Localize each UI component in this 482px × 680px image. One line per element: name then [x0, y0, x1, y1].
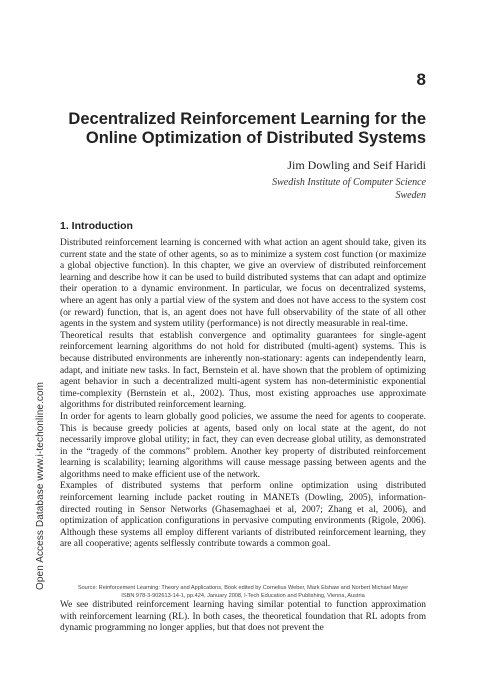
footnote-line-1: Source: Reinforcement Learning: Theory and Applications, Book edited by Cornelius Weber, Mark Elshaw and Norbert Michael Mayer: [77, 585, 409, 591]
sidebar-watermark: Open Access Database www.i-techonline.com: [35, 381, 46, 590]
body-text-region: [60, 238, 426, 583]
body-text: [60, 238, 426, 551]
paragraph-3: In order for agents to learn globally good policies, we assume the need for agents to cooperate. This is because greedy policies at agents, based only on local state at the agent, do not necessarily improve global utility; in fact, they can even decrease global utility, as demonstrated in the “tragedy of the commons” problem. Another key property of distributed reinforcement learning is scalability; learning algorithms will cause message passing between agents and the algorithms need to make efficient use of the network.: [60, 411, 426, 480]
chapter-title: [60, 110, 426, 148]
footnote-line-2: ISBN 978-3-902613-14-1, pp.424, January 2008, I-Tech Education and Publishing, Vienna, Austria: [121, 592, 365, 599]
title-line-2: Online Optimization of Distributed Systems: [85, 129, 426, 147]
chapter-number: 8: [416, 70, 426, 89]
paragraph-2: Theoretical results that establish convergence and optimality guarantees for single-agent reinforcement learning algorithms do not hold for distributed (multi-agent) systems. This is because distributed environments are inherently non-stationary: agents can independently learn, adapt, and initiate new tasks. In fact, Bernstein et al. have shown that the problem of optimizing agent behavior in such a decentralized multi-agent system has non-deterministic exponential time-complexity (Bernstein et al., 2002). Thus, most existing approaches use approximate algorithms for distributed reinforcement learning.: [60, 330, 426, 411]
affiliation-institute: Swedish Institute of Computer Science: [272, 177, 426, 188]
section-heading: 1. Introduction: [60, 220, 133, 232]
paragraph-4: Examples of distributed systems that perform online optimization using distributed reinforcement learning include packet routing in MANETs (Dowling, 2005), information-directed routing in Sensor Networks (Ghasemaghaei et al, 2007; Zhang et al, 2006), and optimization of application configurations in pervasive computing environments (Rigole, 2006). Although these systems all employ different variants of distributed reinforcement learning, they are all cooperative; agents selflessly contribute towards a common goal.: [60, 481, 426, 550]
paragraph-5: We see distributed reinforcement learning having similar potential to function approximation with reinforcement learning (RL). In both cases, the theoretical foundation that RL adopts from dynamic programming no longer applies, but that does not prevent the: [60, 600, 426, 634]
affiliation-country: Sweden: [395, 190, 426, 201]
paragraph-1: Distributed reinforcement learning is concerned with what action an agent should take, given its current state and the state of other agents, so as to minimize a system cost function (or maximize a global objective function). In this chapter, we give an overview of distributed reinforcement learning and describe how it can be used to build distributed systems that can adapt and optimize their operation to a dynamic environment. In particular, we focus on decentralized systems, where an agent has only a partial view of the system and does not have access to the system cost (or reward) function, that is, an agent does not have full observability of the state of all other agents in the system and system utility (performance) is not directly measurable in real-time.: [60, 238, 426, 330]
title-line-1: Decentralized Reinforcement Learning for the: [68, 110, 426, 128]
author-names: Jim Dowling and Seif Haridi: [287, 158, 426, 172]
author-affiliation: [272, 176, 426, 202]
